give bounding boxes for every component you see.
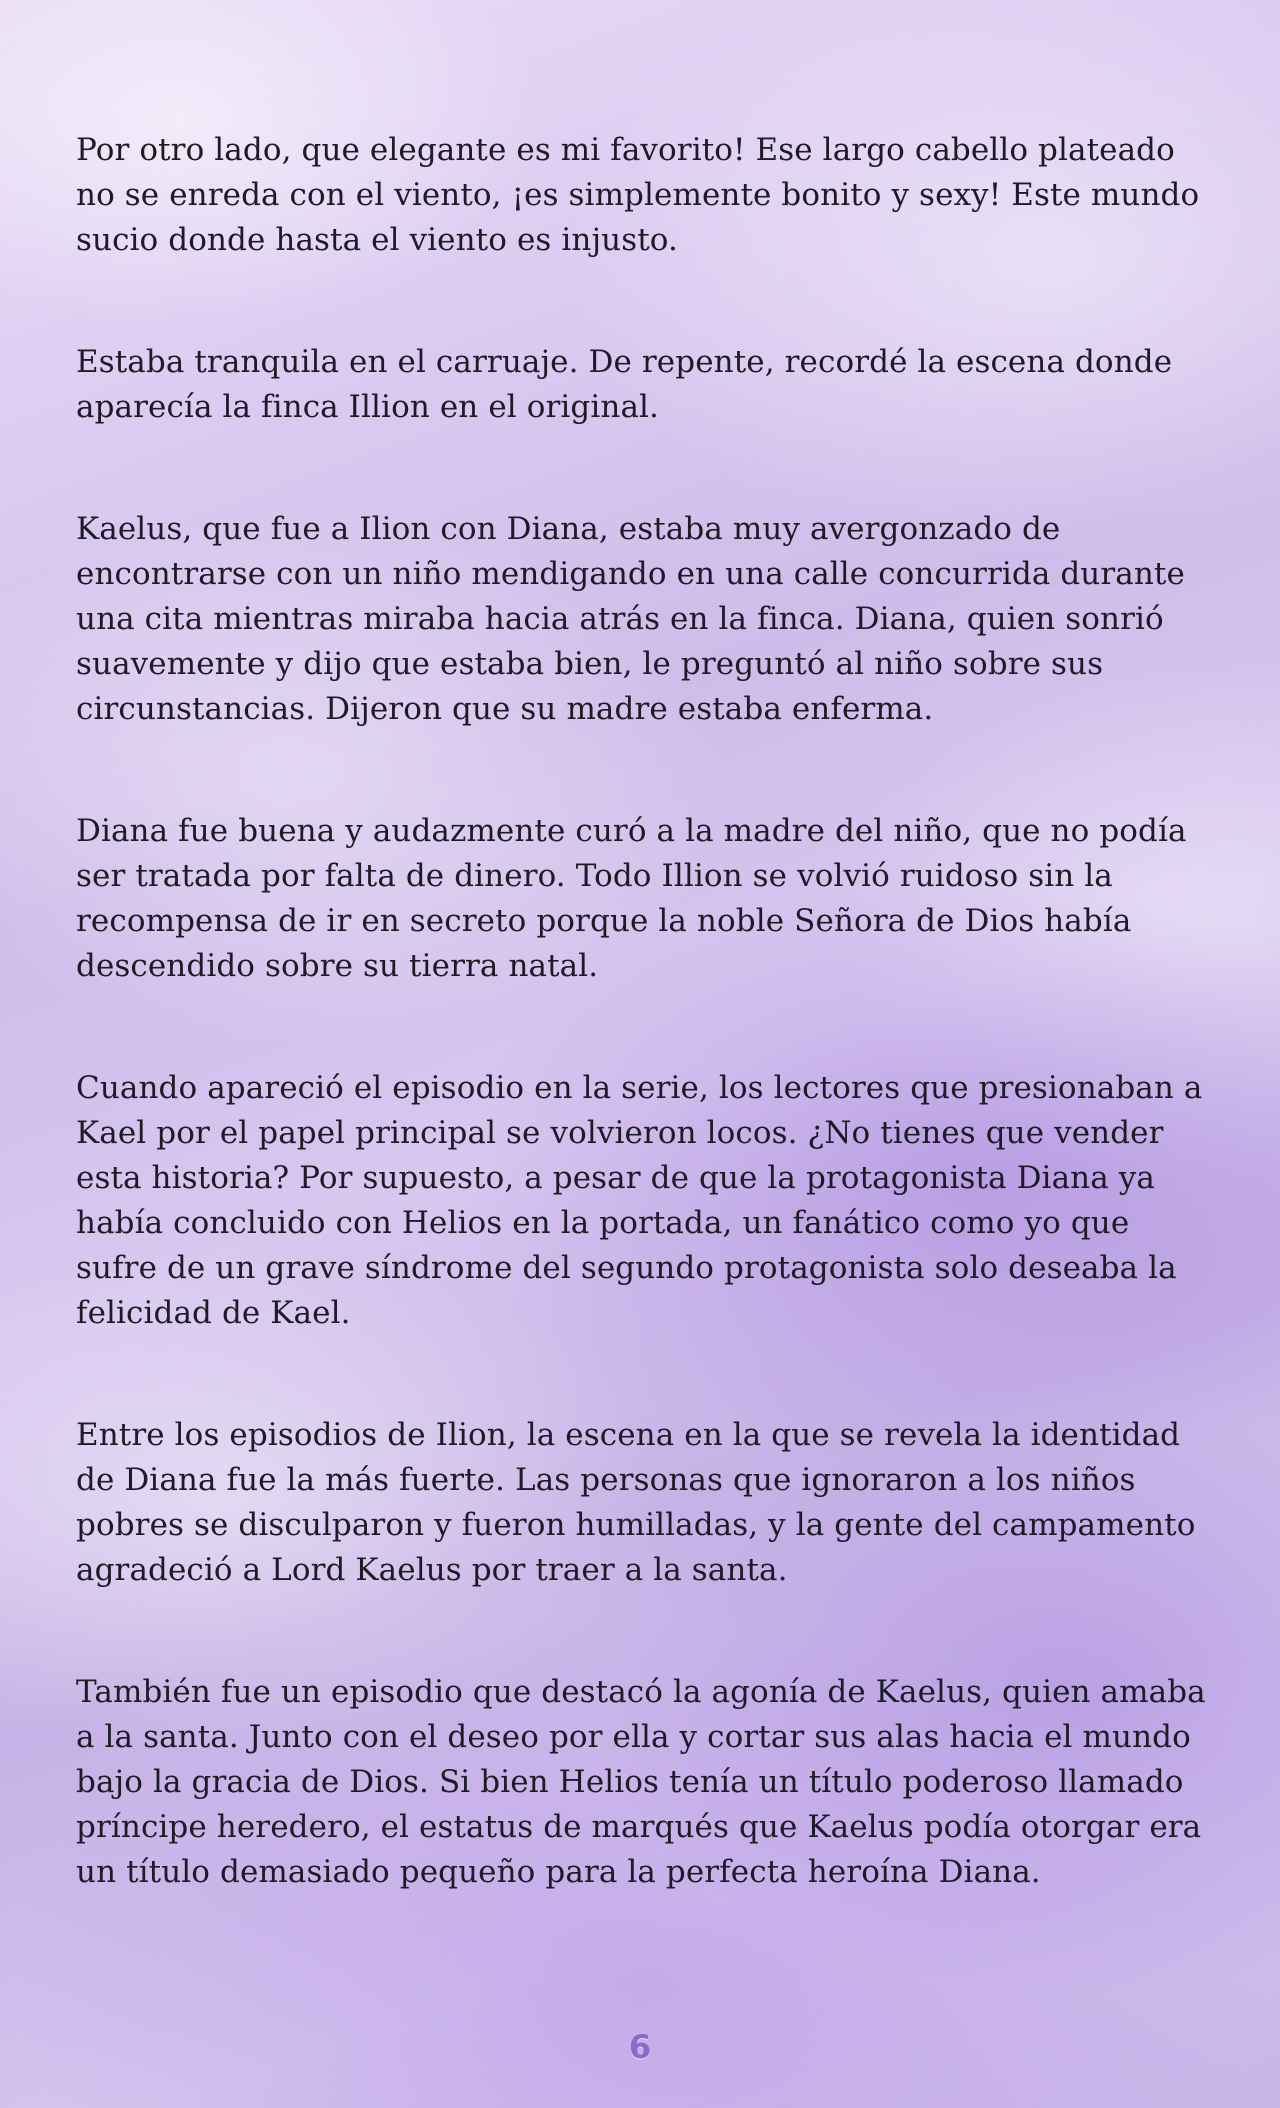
paragraph-2: Estaba tranquila en el carruaje. De repente, recordé la escena donde aparecía la finca Illion en el original. [76,344,1173,425]
paragraph-4: Diana fue buena y audazmente curó a la madre del niño, que no podía ser tratada por falta de dinero. Todo Illion se volvió ruidoso sin la recompensa de ir en secreto porque la noble Señora de Dios había descendido sobre su tierra natal. [76,813,1187,984]
paragraph-6: Entre los episodios de Ilion, la escena en la que se revela la identidad de Diana fue la más fuerte. Las personas que ignoraron a los niños pobres se disculparon y fueron humilladas, y la gente del campamento agradeció a Lord Kaelus por traer a la santa. [76,1417,1196,1588]
paragraph-5: Cuando apareció el episodio en la serie, los lectores que presionaban a Kael por el papel principal se volvieron locos. ¿No tienes que vender esta historia? Por supuesto, a pesar de que la protagonista Diana ya había concluido con Helios en la portada, un fanático como yo que sufre de un grave síndrome del segundo protagonista solo deseaba la felicidad de Kael. [76,1070,1203,1331]
paragraph-1: Por otro lado, que elegante es mi favorito! Ese largo cabello plateado no se enreda con el viento, ¡es simplemente bonito y sexy! Este mundo sucio donde hasta el viento es injusto. [76,132,1200,258]
paragraph-3: Kaelus, que fue a Ilion con Diana, estaba muy avergonzado de encontrarse con un niño mendigando en una calle concurrida durante una cita mientras miraba hacia atrás en la finca. Diana, quien sonrió suavemente y dijo que estaba bien, le preguntó al niño sobre sus circunstancias. Dijeron que su madre estaba enferma. [76,511,1185,727]
page-body [76,128,1216,1972]
page-number: 6 [628,2028,652,2066]
paragraph-7: También fue un episodio que destacó la agonía de Kaelus, quien amaba a la santa. Junto con el deseo por ella y cortar sus alas hacia el mundo bajo la gracia de Dios. Si bien Helios tenía un título poderoso llamado príncipe heredero, el estatus de marqués que Kaelus podía otorgar era un título demasiado pequeño para la perfecta heroína Diana. [76,1674,1206,1890]
